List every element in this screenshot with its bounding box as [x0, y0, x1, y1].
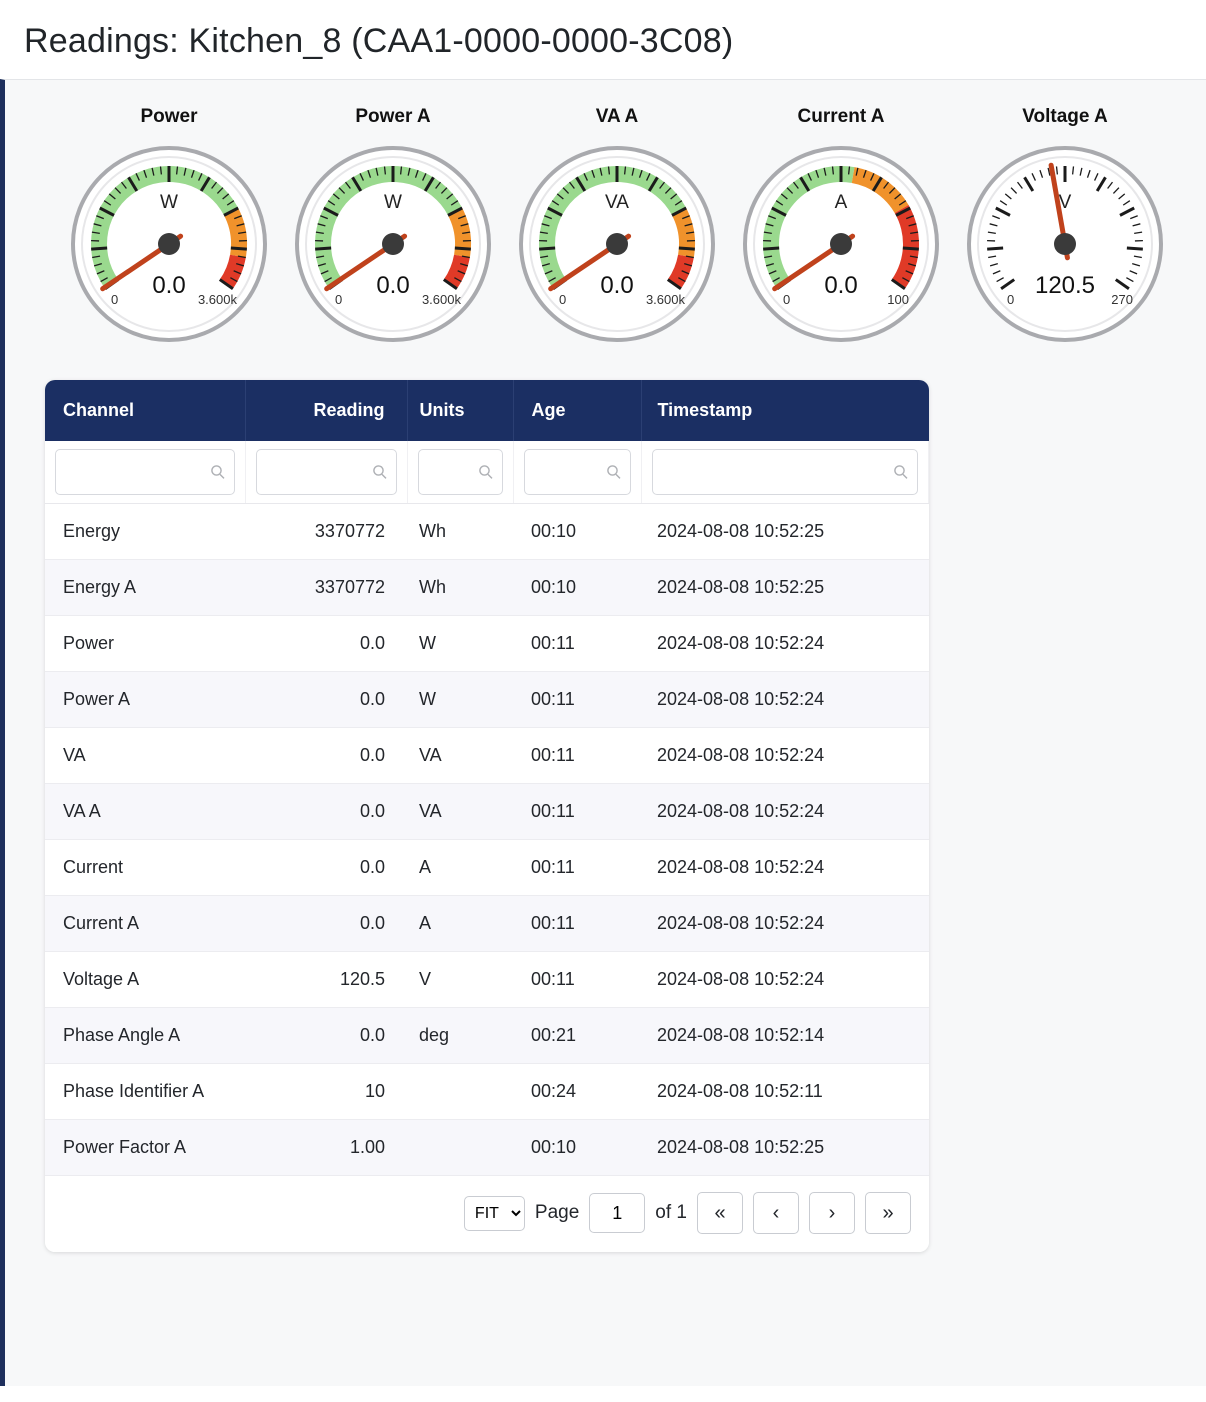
filter-cell: [245, 441, 407, 504]
table-row[interactable]: [45, 784, 929, 840]
table-row[interactable]: [45, 672, 929, 728]
gauge-min-label: 0: [783, 292, 791, 307]
table-row[interactable]: [45, 1120, 929, 1176]
units-filter-box[interactable]: [418, 449, 503, 495]
gauge-dial: [65, 140, 273, 348]
cell-age: 00:11: [513, 952, 641, 1008]
cell-timestamp: 2024-08-08 10:52:11: [641, 1064, 929, 1120]
cell-age: 00:10: [513, 504, 641, 560]
gauge-dial: [513, 140, 721, 348]
cell-age: 00:10: [513, 560, 641, 616]
cell-channel: Power Factor A: [45, 1120, 245, 1176]
table-head: [45, 380, 929, 441]
gauge-title: Current A: [797, 106, 885, 127]
gauge-value: 0.0: [152, 272, 186, 299]
cell-reading: 0.0: [245, 896, 407, 952]
prev-page-button[interactable]: ‹: [753, 1192, 799, 1234]
table-row[interactable]: [45, 896, 929, 952]
cell-units: V: [407, 952, 513, 1008]
filter-cell: [407, 441, 513, 504]
page-title: Readings: Kitchen_8 (CAA1-0000-0000-3C08): [24, 22, 734, 60]
cell-units: Wh: [407, 504, 513, 560]
cell-timestamp: 2024-08-08 10:52:24: [641, 952, 929, 1008]
table-body: [45, 441, 929, 1176]
channel-filter[interactable]: [56, 450, 234, 494]
table-row[interactable]: [45, 616, 929, 672]
cell-channel: VA: [45, 728, 245, 784]
gauge-unit: V: [1058, 192, 1072, 213]
cell-reading: 0.0: [245, 840, 407, 896]
cell-timestamp: 2024-08-08 10:52:24: [641, 728, 929, 784]
cell-reading: 10: [245, 1064, 407, 1120]
gauge-title: Power: [140, 106, 198, 127]
gauge-power: [57, 106, 281, 348]
table-pager: [45, 1176, 929, 1252]
cell-channel: Voltage A: [45, 952, 245, 1008]
gauge-va-a: [505, 106, 729, 348]
cell-timestamp: 2024-08-08 10:52:25: [641, 1120, 929, 1176]
search-icon: [478, 464, 494, 480]
gauge-title: Power A: [355, 106, 431, 127]
page-number-input[interactable]: [589, 1193, 645, 1233]
cell-age: 00:11: [513, 616, 641, 672]
page-count-label: of 1: [655, 1202, 687, 1223]
cell-timestamp: 2024-08-08 10:52:14: [641, 1008, 929, 1064]
gauge-max-label: 3.600k: [421, 292, 461, 307]
timestamp-filter[interactable]: [653, 450, 918, 494]
gauge-unit: A: [834, 192, 848, 213]
table-row[interactable]: [45, 560, 929, 616]
gauge-max-label: 270: [1111, 292, 1133, 307]
filter-cell: [45, 441, 245, 504]
column-header-reading[interactable]: Reading: [245, 380, 407, 441]
cell-units: [407, 1120, 513, 1176]
cell-timestamp: 2024-08-08 10:52:24: [641, 616, 929, 672]
search-icon: [606, 464, 622, 480]
gauge-value: 0.0: [376, 272, 410, 299]
gauge-row: [5, 80, 1206, 348]
gauge-max-label: 3.600k: [645, 292, 685, 307]
cell-reading: 0.0: [245, 784, 407, 840]
gauge-min-label: 0: [335, 292, 343, 307]
filter-row: [45, 441, 929, 504]
gauge-min-label: 0: [559, 292, 567, 307]
gauge-title: VA A: [595, 106, 639, 127]
cell-units: W: [407, 672, 513, 728]
gauge-title: Voltage A: [1022, 106, 1108, 127]
gauge-dial: [961, 140, 1169, 348]
cell-reading: 0.0: [245, 1008, 407, 1064]
cell-channel: Current: [45, 840, 245, 896]
table-row[interactable]: [45, 504, 929, 560]
cell-age: 00:10: [513, 1120, 641, 1176]
cell-age: 00:11: [513, 784, 641, 840]
age-filter-box[interactable]: [524, 449, 631, 495]
gauge-min-label: 0: [1007, 292, 1015, 307]
cell-units: Wh: [407, 560, 513, 616]
cell-channel: Energy A: [45, 560, 245, 616]
gauge-dial: [289, 140, 497, 348]
timestamp-filter-box[interactable]: [652, 449, 919, 495]
gauge-value: 0.0: [600, 272, 634, 299]
column-header-units[interactable]: Units: [407, 380, 513, 441]
cell-channel: Power A: [45, 672, 245, 728]
reading-filter-box[interactable]: [256, 449, 397, 495]
cell-reading: 120.5: [245, 952, 407, 1008]
cell-units: A: [407, 840, 513, 896]
cell-channel: Energy: [45, 504, 245, 560]
cell-reading: 3370772: [245, 560, 407, 616]
cell-reading: 0.0: [245, 672, 407, 728]
table-row[interactable]: [45, 728, 929, 784]
cell-units: W: [407, 616, 513, 672]
gauge-current-a: [729, 106, 953, 348]
cell-age: 00:11: [513, 728, 641, 784]
channel-filter-box[interactable]: [55, 449, 235, 495]
table-row[interactable]: [45, 840, 929, 896]
gauge-unit: W: [160, 192, 178, 213]
cell-units: A: [407, 896, 513, 952]
filter-cell: [513, 441, 641, 504]
gauge-value: 120.5: [1034, 272, 1096, 299]
cell-age: 00:24: [513, 1064, 641, 1120]
content-area: [0, 79, 1206, 1386]
gauge-unit: VA: [605, 192, 629, 213]
cell-timestamp: 2024-08-08 10:52:24: [641, 896, 929, 952]
cell-channel: VA A: [45, 784, 245, 840]
cell-timestamp: 2024-08-08 10:52:24: [641, 784, 929, 840]
cell-reading: 1.00: [245, 1120, 407, 1176]
column-header-age[interactable]: Age: [513, 380, 641, 441]
cell-units: [407, 1064, 513, 1120]
gauge-power-a: [281, 106, 505, 348]
search-icon: [893, 464, 909, 480]
search-icon: [210, 464, 226, 480]
cell-timestamp: 2024-08-08 10:52:25: [641, 504, 929, 560]
last-page-button[interactable]: »: [865, 1192, 911, 1234]
first-page-button[interactable]: «: [697, 1192, 743, 1234]
cell-channel: Phase Angle A: [45, 1008, 245, 1064]
cell-reading: 3370772: [245, 504, 407, 560]
cell-age: 00:11: [513, 672, 641, 728]
cell-units: VA: [407, 784, 513, 840]
table-row[interactable]: [45, 1008, 929, 1064]
next-page-button[interactable]: ›: [809, 1192, 855, 1234]
gauge-unit: W: [384, 192, 402, 213]
column-header-timestamp[interactable]: Timestamp: [641, 380, 929, 441]
page-label: Page: [534, 1202, 580, 1223]
cell-channel: Phase Identifier A: [45, 1064, 245, 1120]
gauge-max-label: 3.600k: [197, 292, 237, 307]
cell-reading: 0.0: [245, 728, 407, 784]
cell-age: 00:21: [513, 1008, 641, 1064]
gauge-voltage-a: [953, 106, 1177, 348]
gauge-value: 0.0: [824, 272, 858, 299]
table-header-row: [45, 380, 929, 441]
gauge-max-label: 100: [887, 292, 909, 307]
cell-channel: Current A: [45, 896, 245, 952]
cell-timestamp: 2024-08-08 10:52:24: [641, 672, 929, 728]
cell-age: 00:11: [513, 896, 641, 952]
cell-channel: Power: [45, 616, 245, 672]
cell-timestamp: 2024-08-08 10:52:25: [641, 560, 929, 616]
cell-timestamp: 2024-08-08 10:52:24: [641, 840, 929, 896]
table-row[interactable]: [45, 952, 929, 1008]
column-header-channel[interactable]: Channel: [45, 380, 245, 441]
cell-age: 00:11: [513, 840, 641, 896]
table-row[interactable]: [45, 1064, 929, 1120]
cell-reading: 0.0: [245, 616, 407, 672]
filter-cell: [641, 441, 929, 504]
cell-units: VA: [407, 728, 513, 784]
cell-units: deg: [407, 1008, 513, 1064]
page-size-select[interactable]: [464, 1196, 525, 1231]
gauge-min-label: 0: [111, 292, 119, 307]
search-icon: [372, 464, 388, 480]
readings-table-card: [45, 380, 929, 1252]
gauge-dial: [737, 140, 945, 348]
readings-table: [45, 380, 929, 1176]
